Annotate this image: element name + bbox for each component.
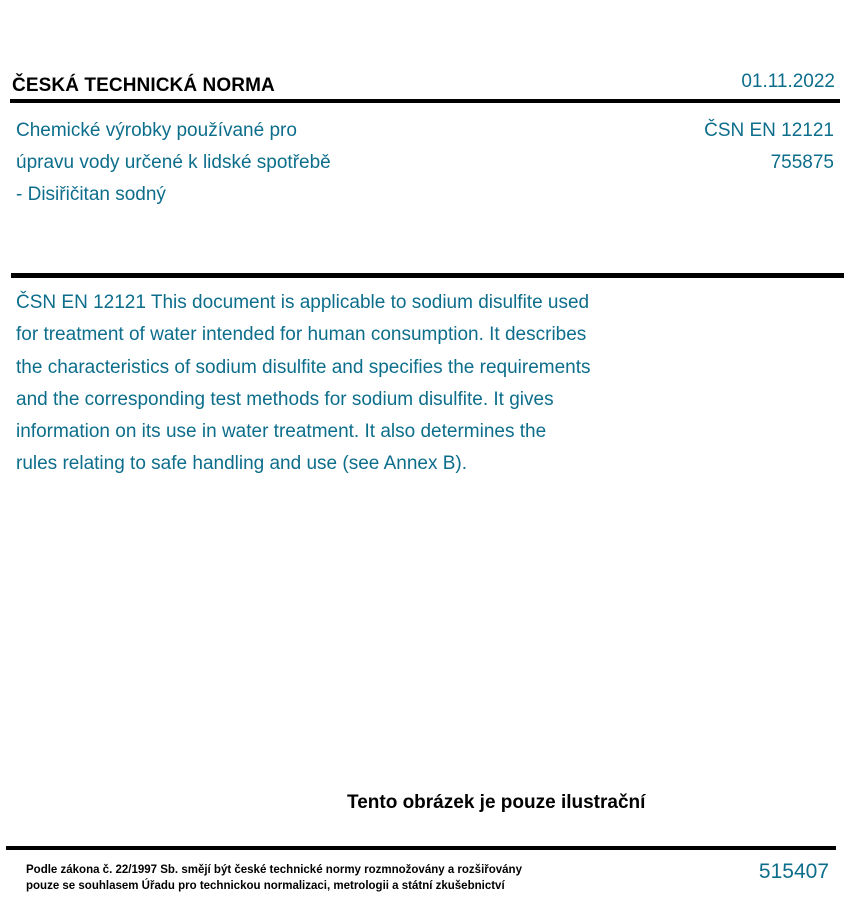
title-line: - Disiřičitan sodný	[16, 184, 166, 205]
standard-codes	[704, 115, 834, 179]
legal-line: pouze se souhlasem Úřadu pro technickou normalizaci, metrologii a státní zkušebnictví	[26, 880, 505, 892]
abstract-line: for treatment of water intended for human consumption. It describes	[16, 324, 587, 346]
abstract-text	[16, 287, 696, 481]
abstract-line: and the corresponding test methods for sodium disulfite. It gives	[16, 388, 554, 410]
header-divider	[10, 99, 840, 103]
abstract-line: ČSN EN 12121 This document is applicable to sodium disulfite used	[16, 292, 590, 313]
abstract-line: rules relating to safe handling and use (see Annex B).	[16, 453, 468, 475]
abstract-line: information on its use in water treatment. It also determines the	[16, 421, 547, 443]
legal-notice	[26, 862, 522, 894]
title-line: Chemické výrobky používané pro	[16, 120, 297, 141]
catalog-number: 515407	[758, 860, 829, 883]
footer-divider	[6, 846, 836, 850]
document-title	[16, 115, 446, 211]
standard-designation: ČSN EN 12121	[704, 120, 834, 141]
title-line: úpravu vody určené k lidské spotřebě	[16, 152, 331, 173]
abstract-line: the characteristics of sodium disulfite and specifies the requirements	[16, 356, 591, 378]
legal-line: Podle zákona č. 22/1997 Sb. smějí být české technické normy rozmnožovány a rozšiřovány	[26, 864, 522, 876]
document-type-heading: ČESKÁ TECHNICKÁ NORMA	[12, 75, 275, 96]
classification-number: 755875	[770, 152, 834, 173]
title-divider	[11, 273, 844, 278]
illustrative-note: Tento obrázek je pouze ilustrační	[347, 792, 646, 813]
publication-date: 01.11.2022	[741, 71, 835, 92]
